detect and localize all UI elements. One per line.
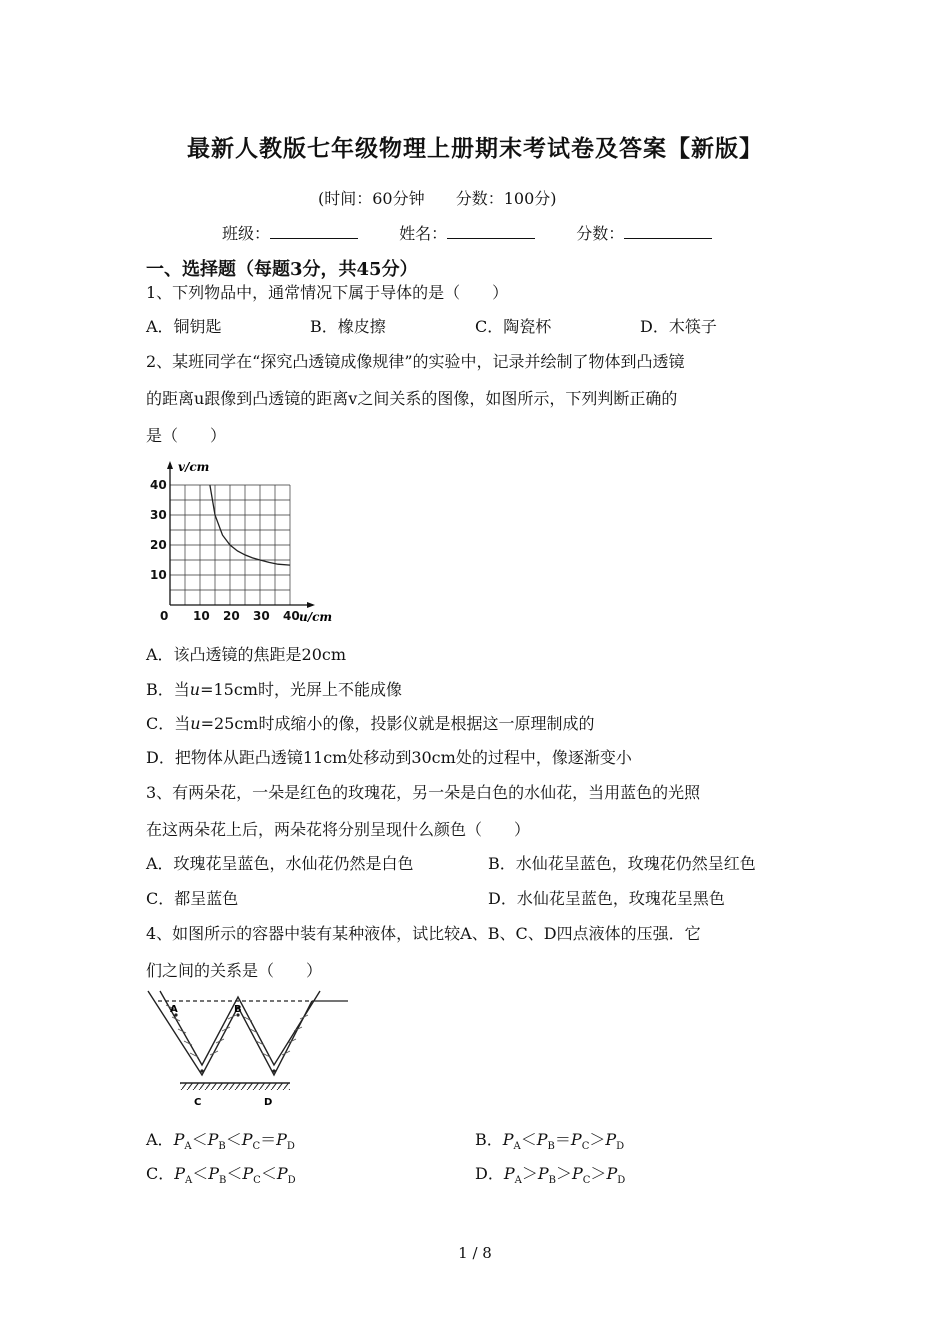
question-2-stem-2: 的距离u跟像到凸透镜的距离v之间关系的图像，如图所示，下列判断正确的 [146,389,678,408]
x-axis-label: u/cm [299,610,333,624]
page-number: 1 / 8 [458,1244,492,1262]
q2-option-d[interactable]: D．把物体从距凸透镜11cm处移动到30cm处的过程中，像逐渐变小 [146,748,632,767]
container-diagram [140,985,355,1110]
question-4-stem-1: 4、如图所示的容器中装有某种液体，试比较A、B、C、D四点液体的压强．它 [146,924,701,943]
x-tick-label: 40 [283,609,300,623]
graph-axes [167,461,315,608]
time-info: (时间：60分钟 [318,189,425,208]
x-tick-label: 10 [193,609,210,623]
q3-option-a[interactable]: A．玫瑰花呈蓝色，水仙花仍然是白色 [146,854,414,873]
question-2-stem-3: 是（ ） [146,426,227,445]
q4-option-c[interactable]: C．$P_A<P_B<P_C<P_D$ [146,1164,296,1187]
score-field[interactable]: 分数： [576,221,712,244]
y-tick-label: 20 [150,538,167,552]
exam-info [318,186,583,209]
question-4-stem-2: 们之间的关系是（ ） [146,961,323,980]
question-3-stem-1: 3、有两朵花，一朵是红色的玫瑰花，另一朵是白色的水仙花，当用蓝色的光照 [146,783,701,802]
y-axis-arrow [167,461,173,469]
q4-option-d[interactable]: D．$P_A>P_B>P_C>P_D$ [475,1164,626,1187]
section-heading: 一、选择题（每题3分，共45分） [146,259,418,280]
x-tick-label: 0 [160,609,169,623]
y-tick-label: 40 [150,478,167,492]
label-c: C [194,1097,202,1108]
question-2-stem-1: 2、某班同学在“探究凸透镜成像规律”的实验中，记录并绘制了物体到凸透镜 [146,352,685,371]
q1-option-c[interactable]: C．陶瓷杯 [475,317,552,336]
question-3-stem-2: 在这两朵花上后，两朵花将分别呈现什么颜色（ ） [146,820,531,839]
uv-curve [210,485,290,565]
q2-option-a[interactable]: A．该凸透镜的焦距是20cm [146,645,347,664]
q3-option-c[interactable]: C．都呈蓝色 [146,889,239,908]
x-tick-label: 30 [253,609,270,623]
student-fields [222,221,748,244]
y-tick-label: 30 [150,508,167,522]
q2-option-c[interactable]: C．当u=25cm时成缩小的像，投影仪就是根据这一原理制成的 [146,714,595,733]
q1-option-d[interactable]: D．木筷子 [640,317,717,336]
class-field[interactable]: 班级： [222,221,358,244]
q4-option-a[interactable]: A．$P_A<P_B<P_C=P_D$ [146,1130,295,1153]
q3-option-b[interactable]: B．水仙花呈蓝色，玫瑰花仍然呈红色 [488,854,756,873]
name-field[interactable]: 姓名： [399,221,535,244]
q4-option-b[interactable]: B．$P_A<P_B=P_C>P_D$ [475,1130,625,1153]
q3-option-d[interactable]: D．水仙花呈蓝色，玫瑰花呈黑色 [488,889,725,908]
page-title: 最新人教版七年级物理上册期末考试卷及答案【新版】 [187,135,763,162]
y-axis-label: v/cm [178,460,210,474]
x-tick-label: 20 [223,609,240,623]
label-a: A [170,1004,178,1015]
score-info: 分数：100分) [455,189,557,208]
point-d [272,1069,275,1072]
q1-option-a[interactable]: A．铜钥匙 [146,317,222,336]
label-b: B [234,1004,242,1015]
x-axis-arrow [307,602,315,608]
inner-wall [160,991,320,1065]
y-tick-label: 10 [150,568,167,582]
q2-option-b[interactable]: B．当u=15cm时，光屏上不能成像 [146,680,402,699]
question-1-stem: 1、下列物品中，通常情况下属于导体的是（ ） [146,283,509,302]
label-d: D [264,1097,273,1108]
uv-graph [145,455,345,630]
q1-option-b[interactable]: B．橡皮擦 [310,317,386,336]
ground-hatch [180,1083,290,1090]
point-c [200,1069,203,1072]
